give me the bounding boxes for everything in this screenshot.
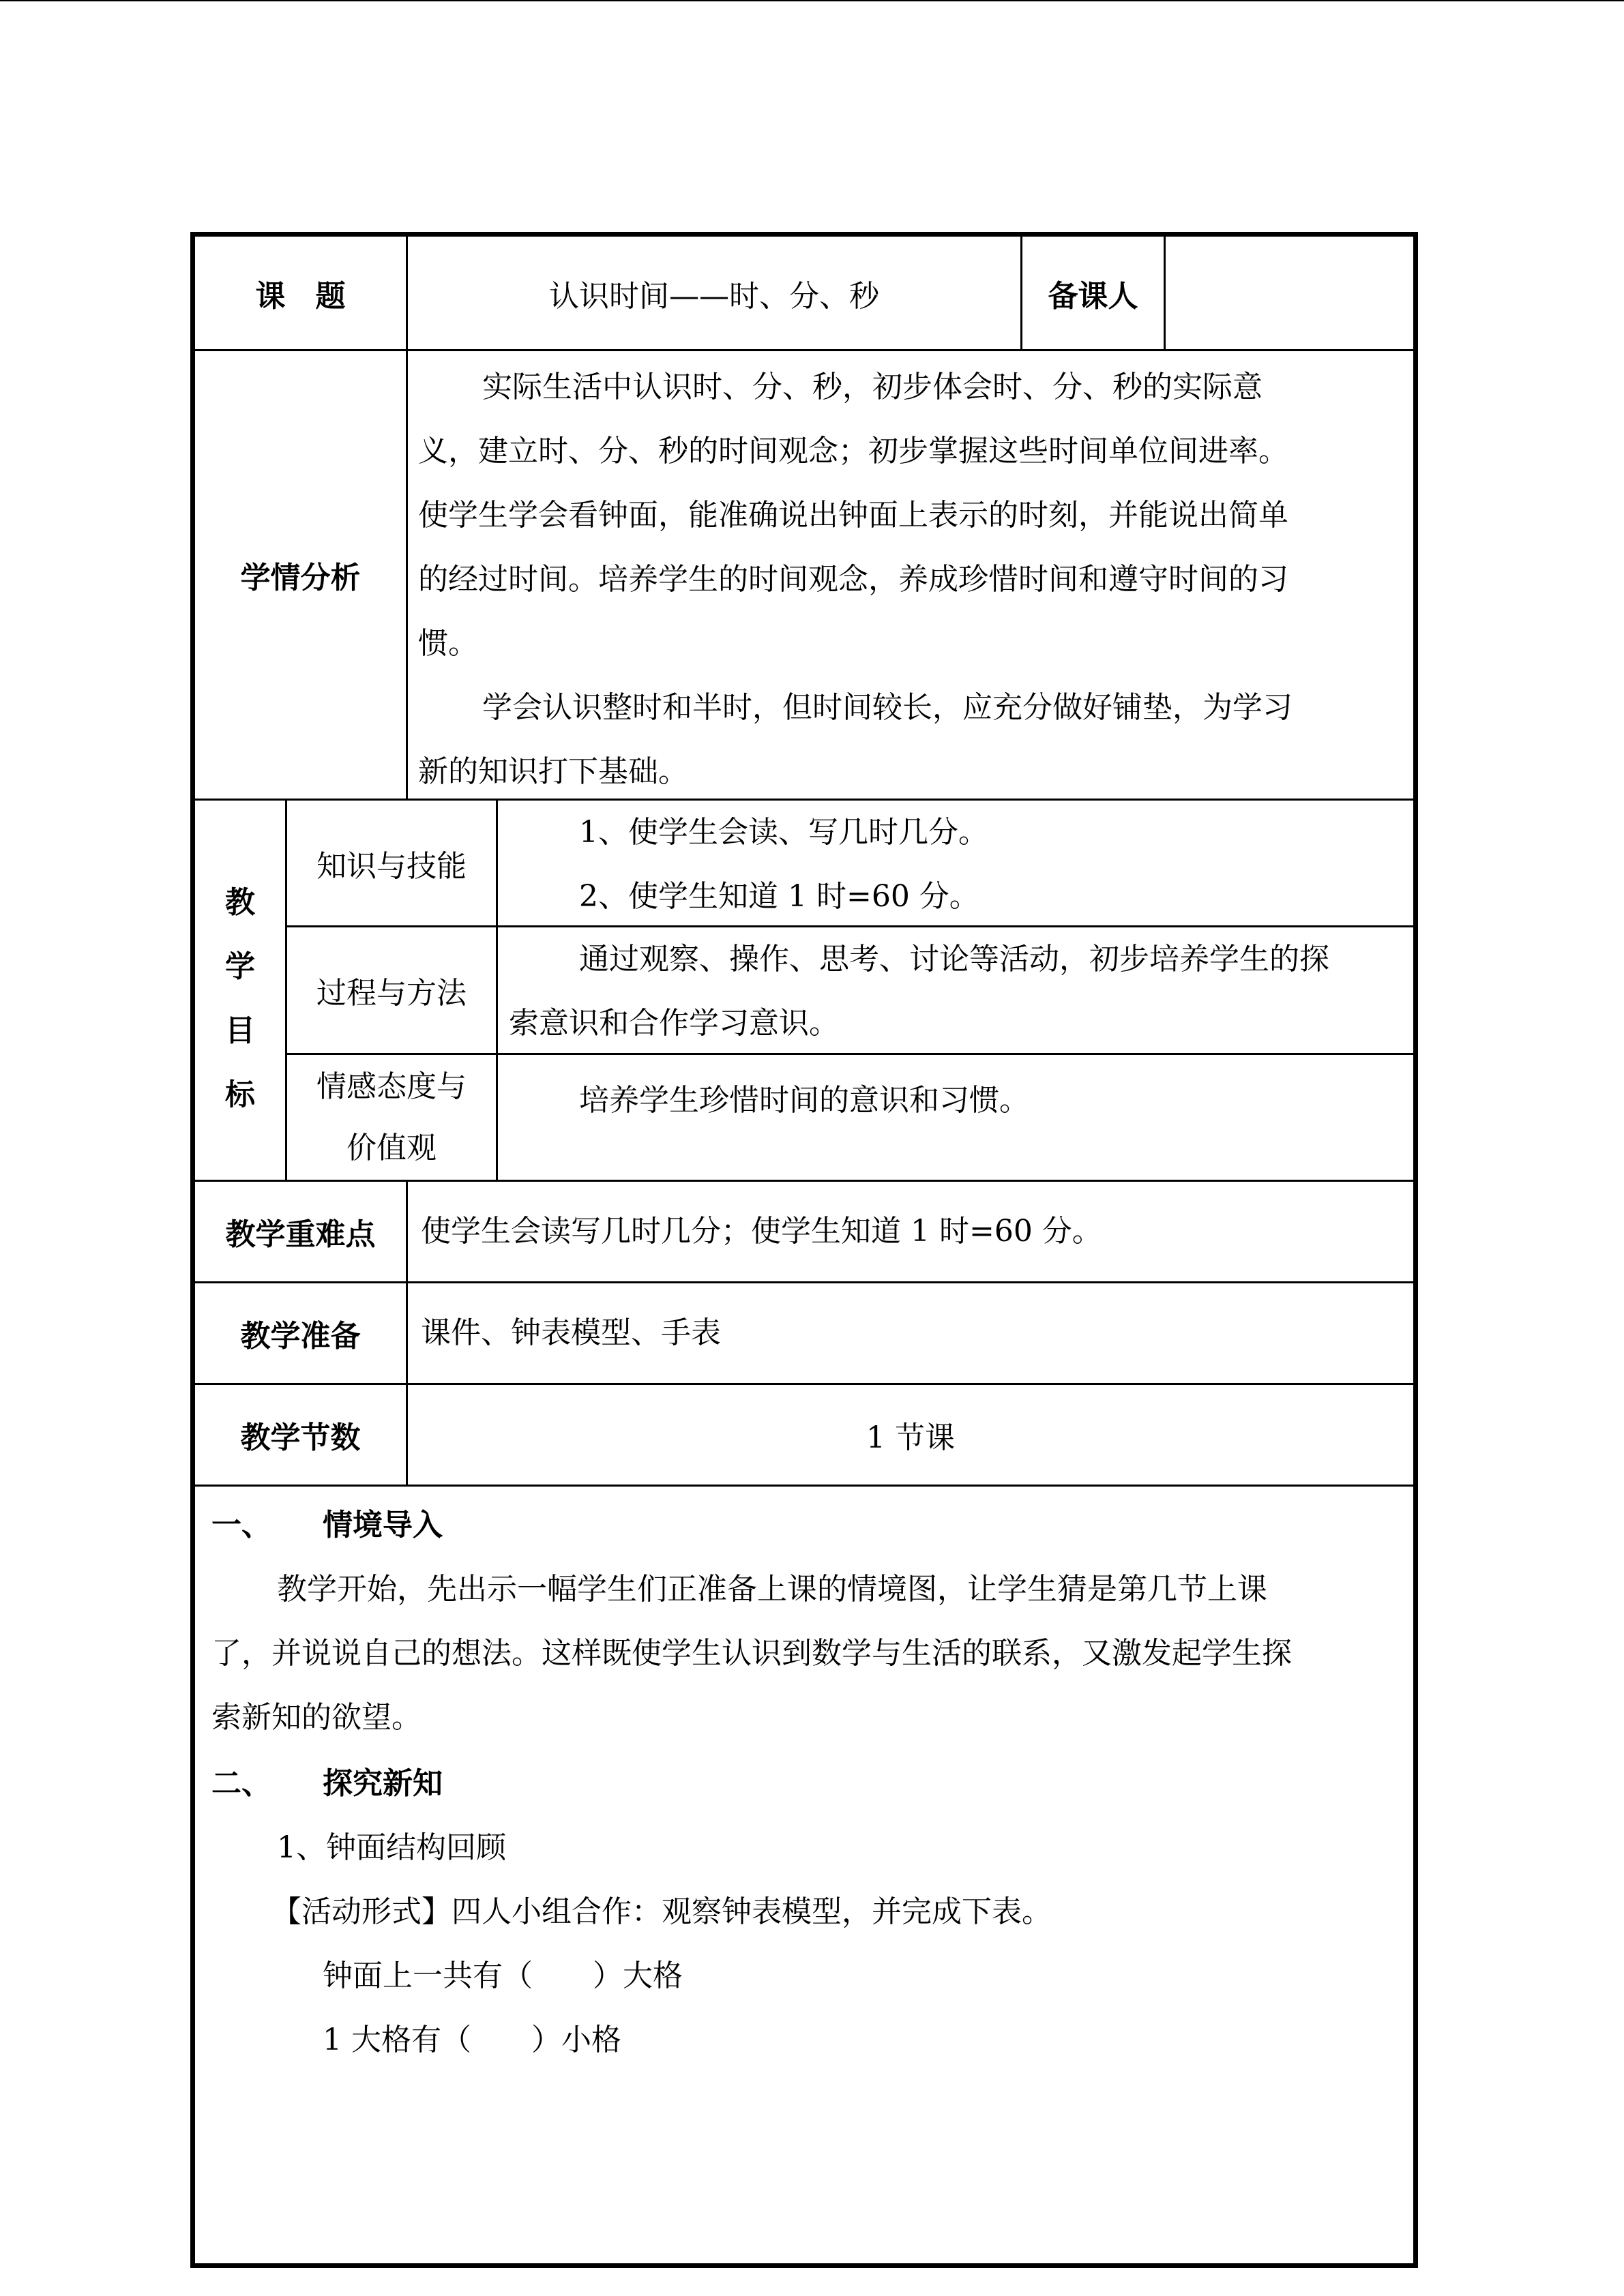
knowledge-label: 知识与技能 <box>316 848 467 884</box>
preparation-value: 课件、钟表模型、手表 <box>421 1315 721 1350</box>
section1-line: 索新知的欲望。 <box>211 1700 422 1735</box>
section1-number: 一、 <box>211 1508 271 1542</box>
col-divider <box>496 799 498 1180</box>
preparer-value <box>1166 237 1413 349</box>
goals-label-char: 标 <box>225 1077 255 1112</box>
periods-value: 1 节课 <box>866 1420 955 1455</box>
analysis-line: 学会认识整时和半时，但时间较长，应充分做好铺垫，为学习 <box>482 690 1293 725</box>
question-small-grid: 1 大格有（ ）小格 <box>323 2023 621 2057</box>
analysis-line: 的经过时间。培养学生的时间观念，养成珍惜时间和遵守时间的习 <box>418 562 1288 597</box>
section1-title: 情境导入 <box>323 1508 443 1542</box>
analysis-line: 新的知识打下基础。 <box>418 754 688 789</box>
analysis-line: 实际生活中认识时、分、秒，初步体会时、分、秒的实际意 <box>482 370 1263 404</box>
process-text <box>509 927 1329 1056</box>
topic-value: 认识时间——时、分、秒 <box>549 278 879 314</box>
goals-label-char: 教 <box>225 885 255 920</box>
analysis-text <box>418 355 1293 804</box>
analysis-label: 学情分析 <box>240 561 361 595</box>
lesson-plan-table <box>190 232 1418 2268</box>
periods-label: 教学节数 <box>240 1420 361 1455</box>
knowledge-line: 2、使学生知道 1 时=60 分。 <box>579 879 979 914</box>
knowledge-line: 1、使学生会读、写几时几分。 <box>579 815 988 850</box>
preparation-label: 教学准备 <box>240 1319 361 1354</box>
goals-label-char: 学 <box>225 949 255 984</box>
keypoints-value: 使学生会读写几时几分；使学生知道 1 时=60 分。 <box>421 1214 1102 1249</box>
emotion-text <box>579 1069 1029 1133</box>
section2-number: 二、 <box>211 1766 271 1801</box>
emotion-label-line: 情感态度与 <box>316 1069 467 1104</box>
emotion-label-line: 价值观 <box>346 1130 437 1165</box>
question-big-grid: 钟面上一共有（ ）大格 <box>323 1958 683 1993</box>
goals-label <box>195 871 285 1127</box>
section1-line: 教学开始，先出示一幅学生们正准备上课的情境图，让学生猜是第几节上课 <box>277 1572 1267 1607</box>
emotion-label <box>287 1055 496 1180</box>
page-top-rule <box>0 0 1624 1</box>
process-line: 索意识和合作学习意识。 <box>509 1006 839 1041</box>
activity-text: 【活动形式】四人小组合作：观察钟表模型，并完成下表。 <box>271 1894 1052 1929</box>
goals-label-char: 目 <box>225 1013 255 1048</box>
emotion-line: 培养学生珍惜时间的意识和习惯。 <box>579 1083 1029 1118</box>
section1-text <box>211 1557 1292 1750</box>
analysis-line: 惯。 <box>418 626 478 661</box>
section1-line: 了，并说说自己的想法。这样既使学生认识到数学与生活的联系，又激发起学生探 <box>211 1636 1292 1671</box>
item1-heading: 1、钟面结构回顾 <box>277 1830 506 1865</box>
analysis-line: 使学生学会看钟面，能准确说出钟面上表示的时刻，并能说出简单 <box>418 498 1288 533</box>
row-divider <box>195 1485 1413 1487</box>
preparer-label: 备课人 <box>1048 278 1138 314</box>
knowledge-text <box>579 801 988 929</box>
col-divider <box>406 349 408 799</box>
analysis-line: 义，建立时、分、秒的时间观念；初步掌握这些时间单位间进率。 <box>418 434 1288 468</box>
process-label: 过程与方法 <box>316 976 467 1011</box>
keypoints-label: 教学重难点 <box>225 1217 376 1252</box>
section2-title: 探究新知 <box>323 1766 443 1801</box>
topic-label: 课 题 <box>255 278 346 314</box>
process-line: 通过观察、操作、思考、讨论等活动，初步培养学生的探 <box>579 942 1329 976</box>
